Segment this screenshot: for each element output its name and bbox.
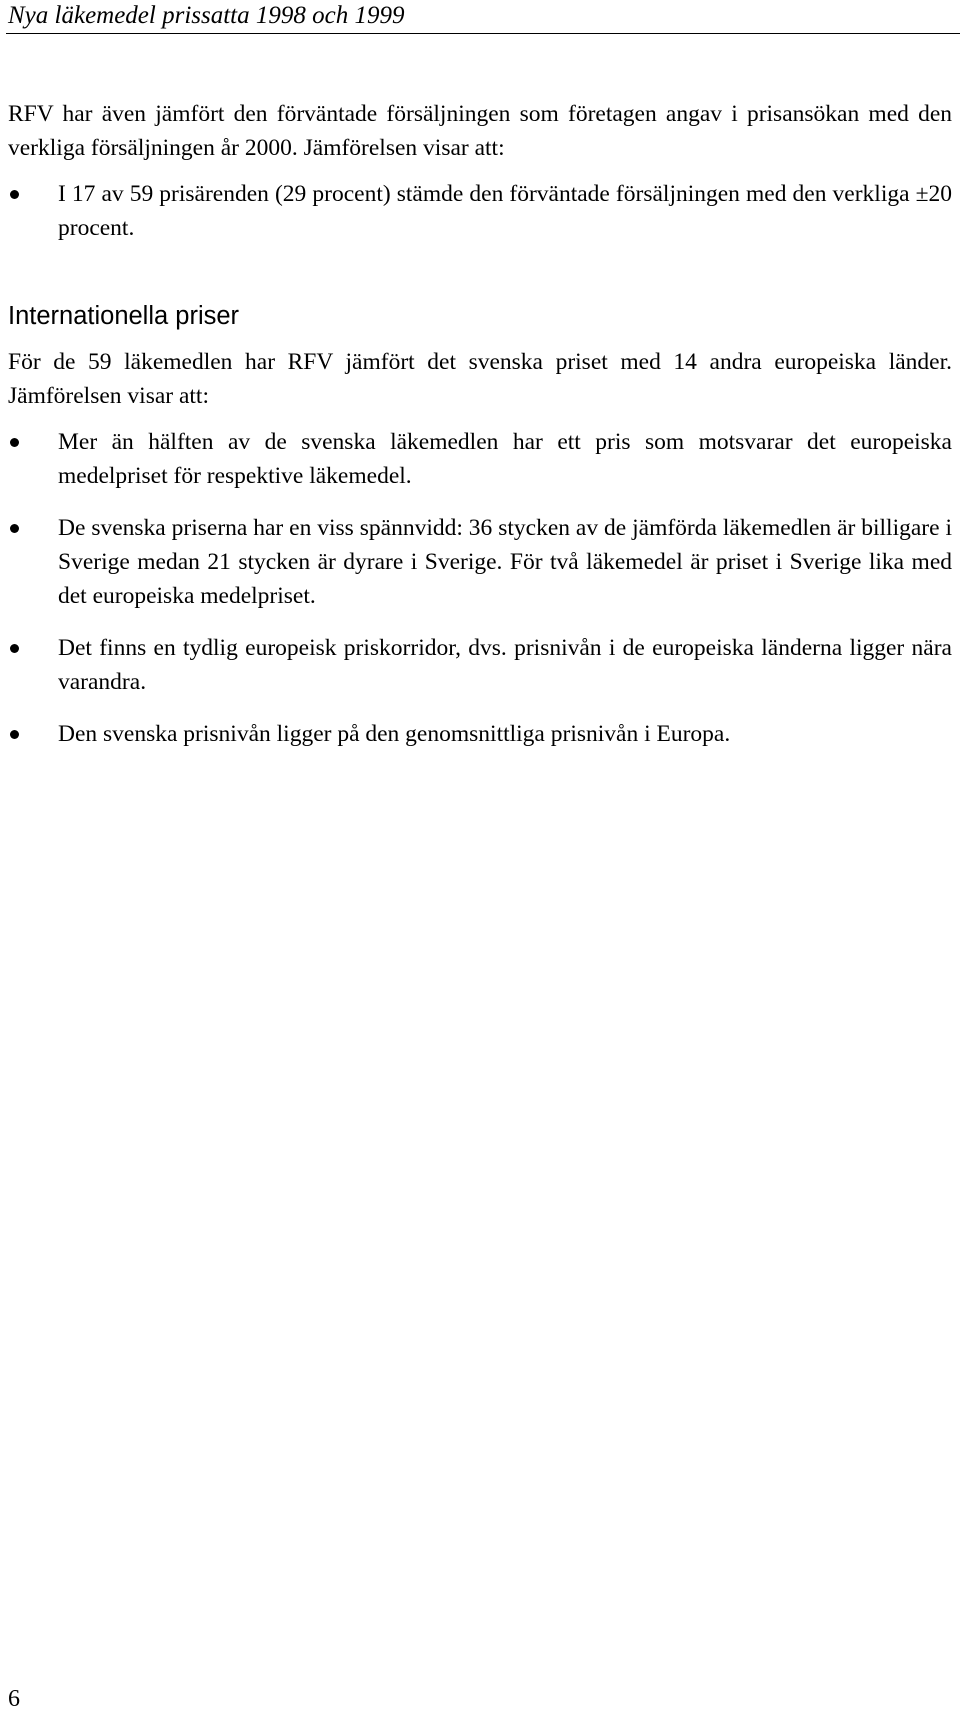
section1-bullet-list bbox=[8, 177, 952, 245]
spacer bbox=[8, 699, 952, 717]
list-item bbox=[8, 177, 952, 245]
bullet-icon bbox=[10, 644, 19, 653]
spacer bbox=[8, 413, 952, 425]
spacer bbox=[8, 493, 952, 511]
list-item-text: De svenska priserna har en viss spännvidd: 36 stycken av de jämförda läkemedlen är billigare i Sverige medan 21 stycken är dyrare i Sverige. För två läkemedel är priset i Sverige lika med det europeiska medelpriset. bbox=[58, 515, 952, 609]
section-heading: Internationella priser bbox=[8, 302, 240, 330]
header-rule bbox=[6, 33, 960, 34]
list-item bbox=[8, 631, 952, 699]
bullet-icon bbox=[10, 524, 19, 533]
running-header: Nya läkemedel prissatta 1998 och 1999 bbox=[8, 2, 405, 29]
list-item bbox=[8, 511, 952, 613]
list-item-text: Det finns en tydlig europeisk priskorridor, dvs. prisnivån i de europeiska länderna ligger nära varandra. bbox=[58, 635, 952, 695]
section2-intro-paragraph: För de 59 läkemedlen har RFV jämfört det svenska priset med 14 andra europeiska länder. Jämförelsen visar att: bbox=[8, 349, 952, 409]
spacer bbox=[8, 245, 952, 299]
bullet-icon bbox=[10, 438, 19, 447]
section2-bullet-list bbox=[8, 425, 952, 751]
list-item bbox=[8, 425, 952, 493]
list-item-text: Den svenska prisnivån ligger på den genomsnittliga prisnivån i Europa. bbox=[58, 721, 731, 747]
list-item-text: I 17 av 59 prisärenden (29 procent) stämde den förväntade försäljningen med den verkliga ±20 procent. bbox=[58, 181, 952, 241]
spacer bbox=[8, 333, 952, 345]
list-item bbox=[8, 717, 952, 751]
list-item-text: Mer än hälften av de svenska läkemedlen har ett pris som motsvarar det europeiska medelpriset för respektive läkemedel. bbox=[58, 429, 952, 489]
spacer bbox=[8, 613, 952, 631]
bullet-icon bbox=[10, 730, 19, 739]
bullet-icon bbox=[10, 190, 19, 199]
page-number: 6 bbox=[8, 1686, 20, 1712]
section1-intro-paragraph: RFV har även jämfört den förväntade försäljningen som företagen angav i prisansökan med den verkliga försäljningen år 2000. Jämförelsen visar att: bbox=[8, 101, 952, 161]
page-content bbox=[8, 97, 952, 751]
spacer bbox=[8, 165, 952, 177]
